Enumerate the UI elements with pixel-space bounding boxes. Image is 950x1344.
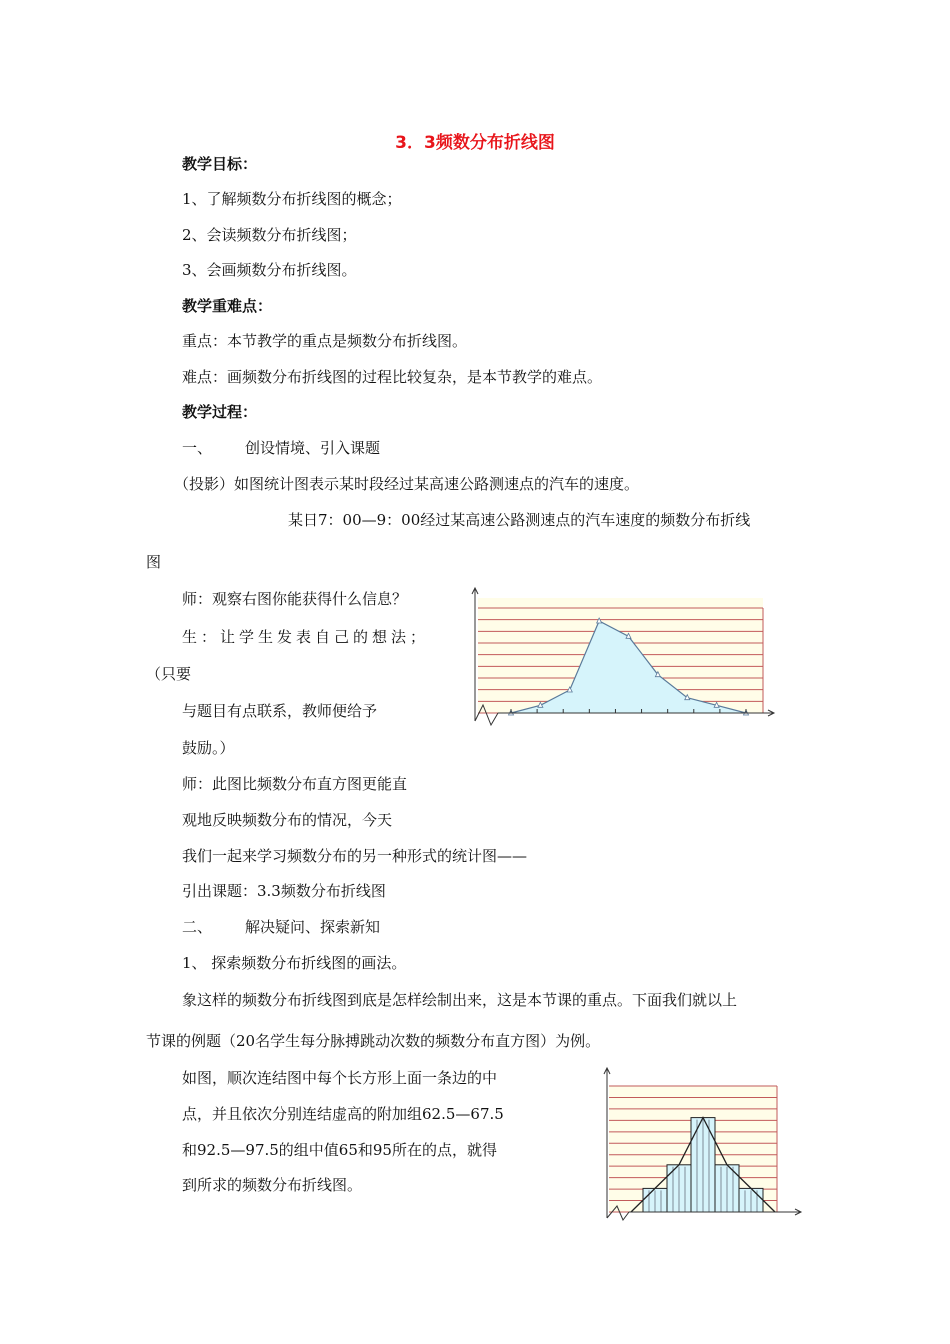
part2-para1-line2: 节课的例题（20名学生每分脉搏跳动次数的频数分布直方图）为例。 (146, 1032, 601, 1050)
teacher-question: 师：观察右图你能获得什么信息？ (182, 590, 408, 608)
part2-heading: 解决疑问、探索新知 (245, 918, 381, 936)
key-point: 重点：本节教学的重点是频数分布折线图。 (182, 332, 468, 350)
goal-item-3: 3、会画频数分布折线图。 (182, 261, 357, 279)
pulse-histogram-polygon-chart (605, 1068, 805, 1220)
chart-caption-line1: 某日7：00—9：00经过某高速公路测速点的汽车速度的频数分布折线 (288, 511, 751, 529)
part2-para2-line3: 和92.5—97.5的组中值65和95所在的点，就得 (182, 1141, 497, 1159)
part2-para2-line2: 点，并且依次分别连结虚高的附加组62.5—67.5 (182, 1105, 504, 1123)
part2-number: 二、 (182, 918, 213, 936)
part1-number: 一、 (182, 439, 213, 457)
page-title: 3．3频数分布折线图 (395, 133, 555, 153)
part2-sub1: 1、 探索频数分布折线图的画法。 (182, 954, 407, 972)
teacher-remark-2: 观地反映频数分布的情况，今天 (182, 811, 393, 829)
goals-heading: 教学目标： (182, 155, 258, 173)
goal-item-1: 1、了解频数分布折线图的概念； (182, 190, 402, 208)
goal-item-2: 2、会读频数分布折线图； (182, 226, 357, 244)
part1-intro: （投影）如图统计图表示某时段经过某高速公路测速点的汽车的速度。 (174, 475, 640, 493)
paren-line-3: 鼓励。） (182, 739, 235, 757)
part1-heading: 创设情境、引入课题 (245, 439, 381, 457)
lead-topic: 引出课题：3.3频数分布折线图 (182, 882, 386, 900)
chart-caption-line2: 图 (146, 553, 162, 571)
difficult-point: 难点：画频数分布折线图的过程比较复杂，是本节教学的难点。 (182, 368, 603, 386)
part2-para2-line4: 到所求的频数分布折线图。 (182, 1176, 363, 1194)
paren-line-1: （只要 (146, 665, 192, 683)
part2-para2-line1: 如图，顺次连结图中每个长方形上面一条边的中 (182, 1069, 498, 1087)
teacher-remark-3: 我们一起来学习频数分布的另一种形式的统计图—— (182, 847, 528, 865)
student-response: 生：让学生发表自己的想法； (182, 628, 430, 646)
paren-line-2: 与题目有点联系，教师便给予 (182, 702, 378, 720)
speed-frequency-polygon-chart (478, 588, 778, 728)
part2-para1-line1: 象这样的频数分布折线图到底是怎样绘制出来，这是本节课的重点。下面我们就以上 (182, 991, 738, 1009)
process-heading: 教学过程： (182, 403, 258, 421)
teacher-remark-1: 师：此图比频数分布直方图更能直 (182, 775, 408, 793)
key-heading: 教学重难点： (182, 297, 273, 315)
